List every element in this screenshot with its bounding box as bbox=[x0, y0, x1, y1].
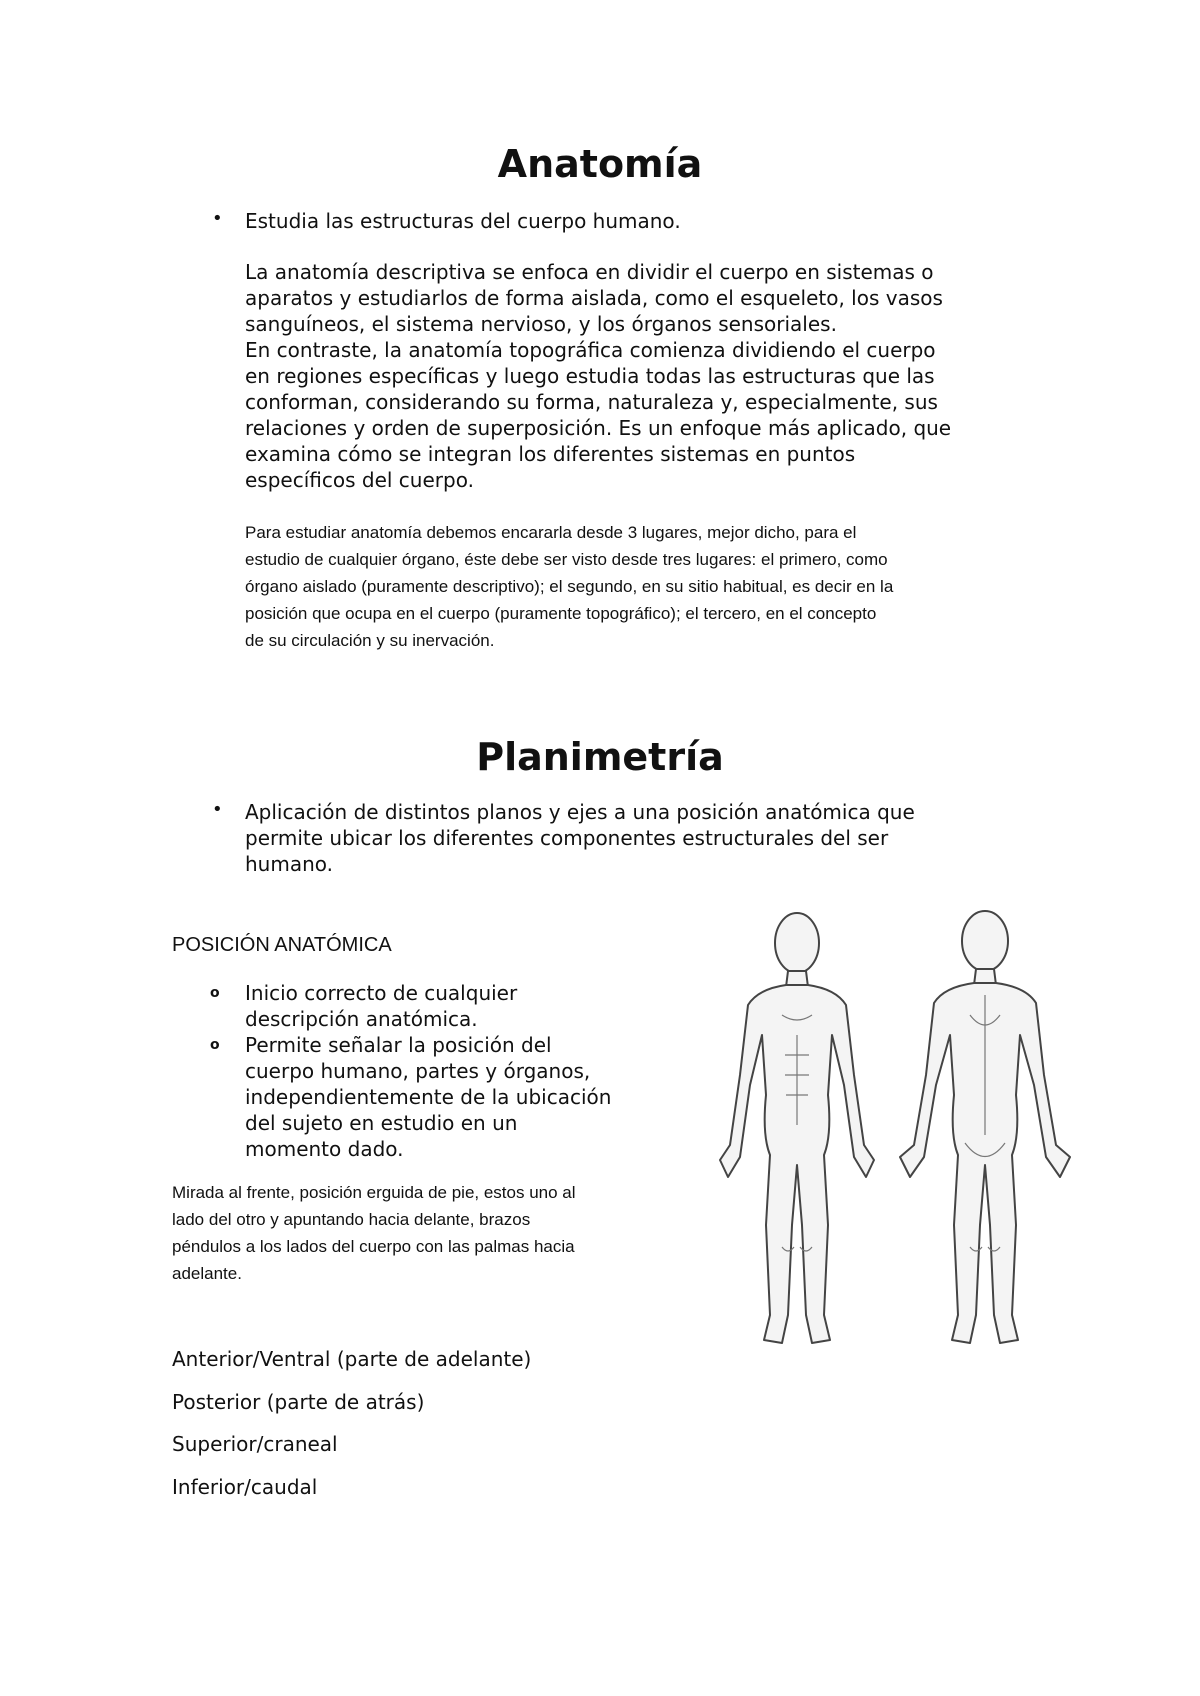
paragraph-line: sanguíneos, el sistema nervioso, y los órganos sensoriales. bbox=[245, 312, 837, 336]
paragraph-line: en regiones específicas y luego estudia todas las estructuras que las bbox=[245, 364, 935, 388]
paragraph-line: conforman, considerando su forma, naturaleza y, especialmente, sus bbox=[245, 390, 938, 414]
posicion-item-2 bbox=[245, 1032, 611, 1162]
paragraph-line: estudio de cualquier órgano, éste debe ser visto desde tres lugares: el primero, como bbox=[245, 550, 888, 569]
paragraph-line: Para estudiar anatomía debemos encararla desde 3 lugares, mejor dicho, para el bbox=[245, 523, 857, 542]
description-line: Mirada al frente, posición erguida de pie, estos uno al bbox=[172, 1183, 576, 1202]
item-line: momento dado. bbox=[245, 1137, 404, 1161]
item-line: Permite señalar la posición del bbox=[245, 1033, 552, 1057]
paragraph-line: posición que ocupa en el cuerpo (puramente topográfico); el tercero, en el concepto bbox=[245, 604, 877, 623]
paragraph-line: examina cómo se integran los diferentes sistemas en puntos bbox=[245, 442, 856, 466]
study-paragraph bbox=[245, 519, 893, 654]
direction-superior: Superior/craneal bbox=[172, 1432, 338, 1456]
paragraph-line: aparatos y estudiarlos de forma aislada, como el esqueleto, los vasos bbox=[245, 286, 943, 310]
sub-bullet-icon: o bbox=[210, 1037, 220, 1053]
anatomical-position-figure bbox=[700, 895, 1100, 1385]
paragraph-line: específicos del cuerpo. bbox=[245, 468, 474, 492]
anatomia-bullet-text: Estudia las estructuras del cuerpo humano. bbox=[245, 209, 681, 233]
paragraph-line: de su circulación y su inervación. bbox=[245, 631, 495, 650]
description-line: adelante. bbox=[172, 1264, 242, 1283]
item-line: independientemente de la ubicación bbox=[245, 1085, 612, 1109]
anatomia-paragraph bbox=[245, 259, 951, 493]
front-body-figure bbox=[720, 913, 874, 1343]
description-line: péndulos a los lados del cuerpo con las palmas hacia bbox=[172, 1237, 575, 1256]
paragraph-line: relaciones y orden de superposición. Es un enfoque más aplicado, que bbox=[245, 416, 952, 440]
paragraph-line: En contraste, la anatomía topográfica comienza dividiendo el cuerpo bbox=[245, 338, 936, 362]
posicion-item-1 bbox=[245, 980, 517, 1032]
anatomia-title: Anatomía bbox=[497, 142, 703, 186]
bullet-icon: • bbox=[212, 799, 223, 820]
paragraph-line: La anatomía descriptiva se enfoca en dividir el cuerpo en sistemas o bbox=[245, 260, 934, 284]
direction-inferior: Inferior/caudal bbox=[172, 1475, 318, 1499]
paragraph-line: humano. bbox=[245, 852, 334, 876]
item-line: Inicio correcto de cualquier bbox=[245, 981, 518, 1005]
item-line: del sujeto en estudio en un bbox=[245, 1111, 518, 1135]
paragraph-line: permite ubicar los diferentes componentes estructurales del ser bbox=[245, 826, 889, 850]
planimetria-title: Planimetría bbox=[476, 735, 724, 779]
direction-anterior: Anterior/Ventral (parte de adelante) bbox=[172, 1347, 532, 1371]
posicion-description bbox=[172, 1179, 576, 1287]
description-line: lado del otro y apuntando hacia delante, brazos bbox=[172, 1210, 531, 1229]
paragraph-line: Aplicación de distintos planos y ejes a una posición anatómica que bbox=[245, 800, 915, 824]
direction-posterior: Posterior (parte de atrás) bbox=[172, 1390, 425, 1414]
sub-bullet-icon: o bbox=[210, 985, 220, 1001]
bullet-icon: • bbox=[212, 208, 223, 229]
item-line: descripción anatómica. bbox=[245, 1007, 478, 1031]
item-line: cuerpo humano, partes y órganos, bbox=[245, 1059, 591, 1083]
posicion-heading: POSICIÓN ANATÓMICA bbox=[172, 934, 392, 956]
paragraph-line: órgano aislado (puramente descriptivo); el segundo, en su sitio habitual, es decir en la bbox=[245, 577, 894, 596]
planimetria-bullet-text bbox=[245, 799, 915, 877]
